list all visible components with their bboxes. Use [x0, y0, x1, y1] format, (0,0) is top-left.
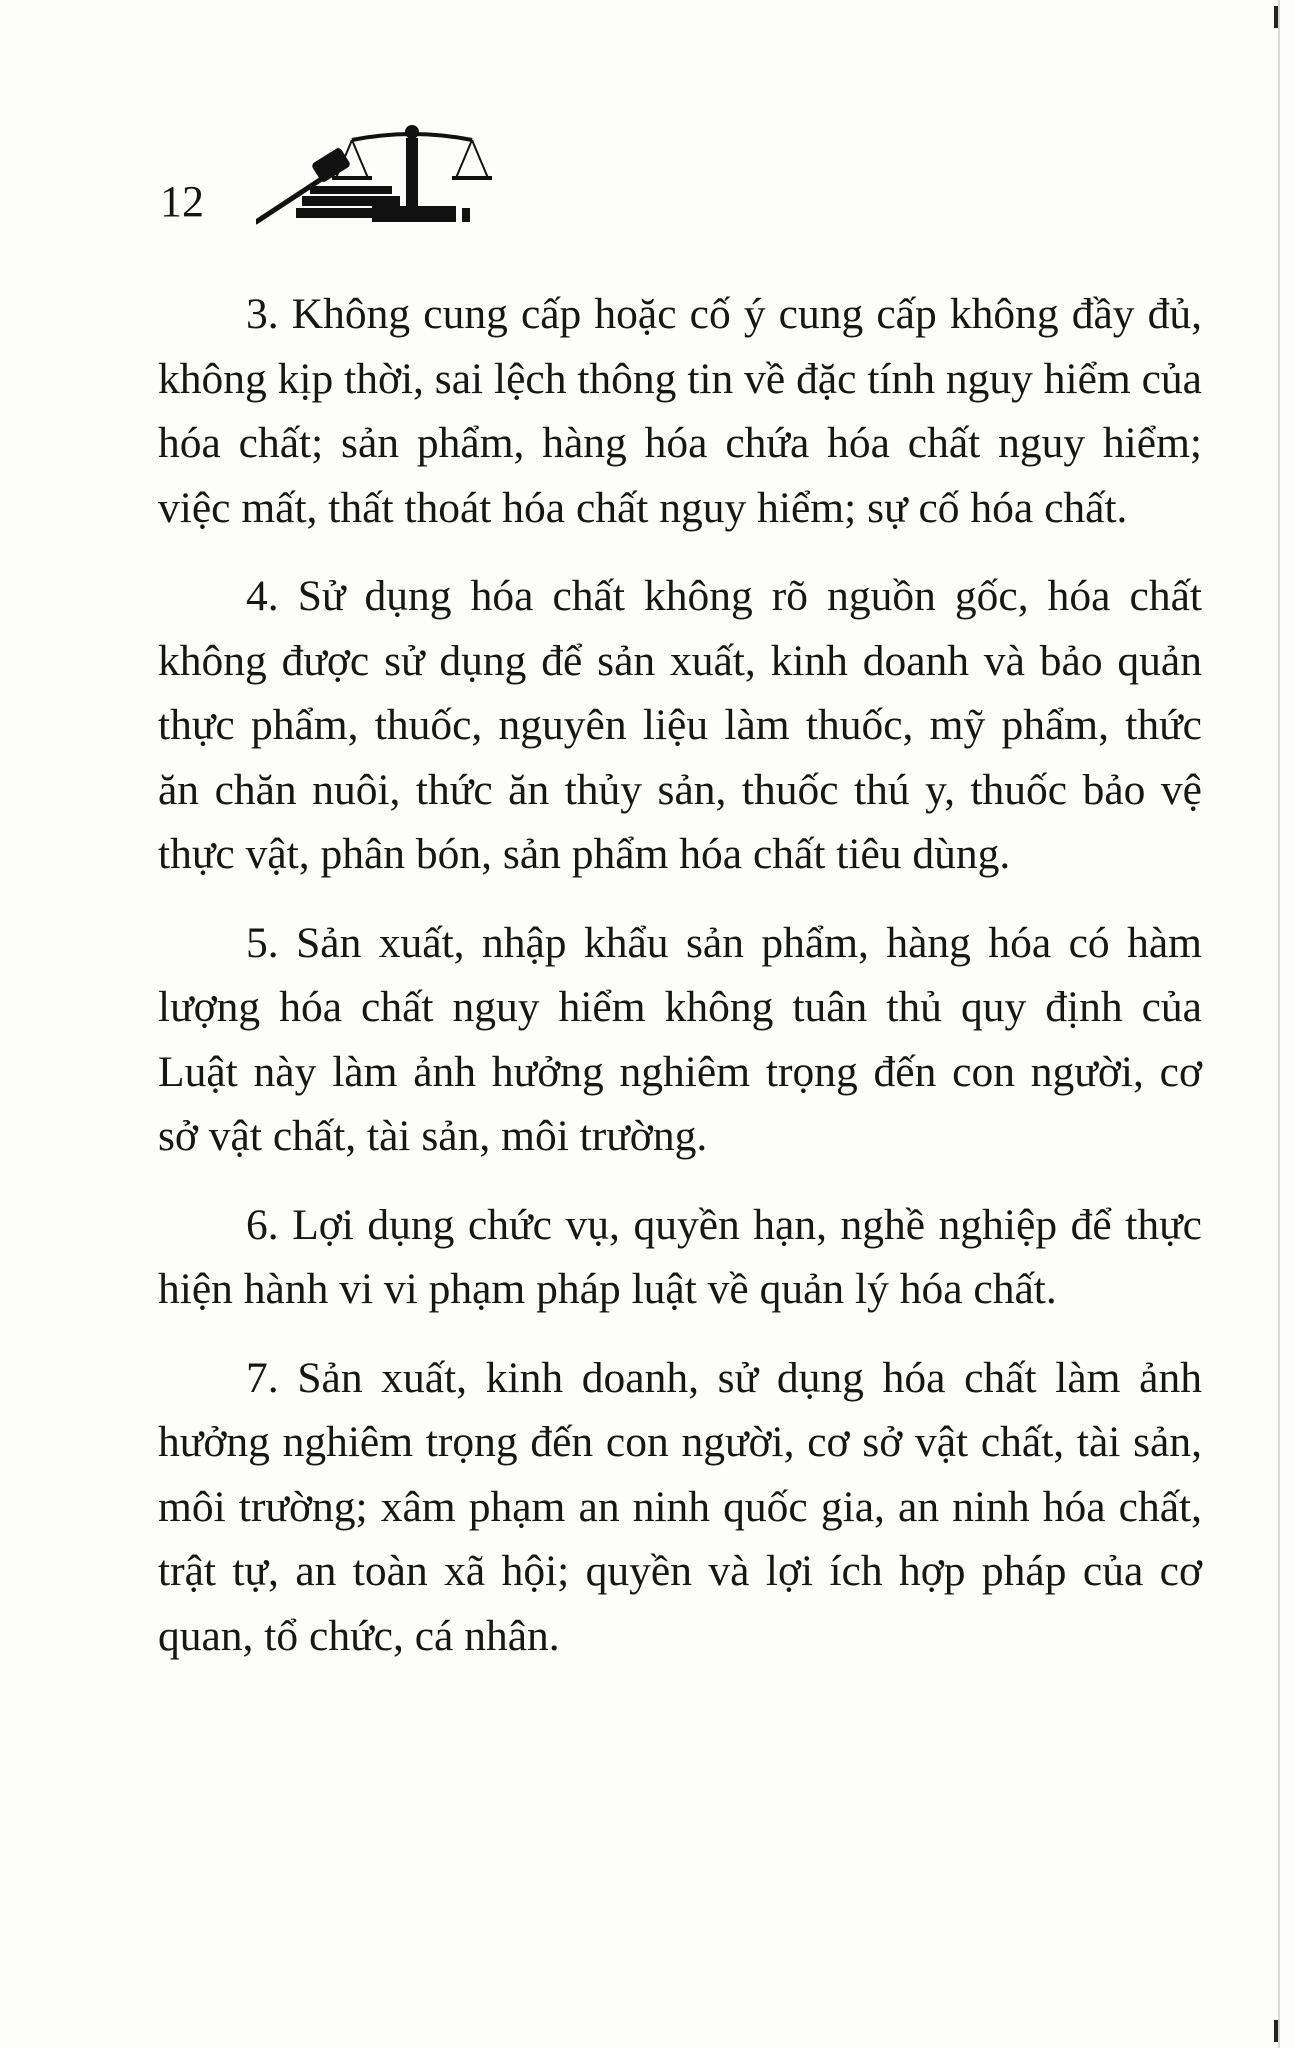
- page-number: 12: [160, 177, 204, 226]
- edge-mark: [1274, 2020, 1278, 2042]
- clause-7: 7. Sản xuất, kinh doanh, sử dụng hóa chất làm ảnh hưởng nghiêm trọng đến con người, cơ sở vật chất, tài sản, môi trường; xâm phạm an ninh quốc gia, an ninh hóa chất, trật tự, an toàn xã hội; quyền và lợi ích hợp pháp của cơ quan, tổ chức, cá nhân.: [158, 1353, 1202, 1660]
- scales-of-justice-icon: [256, 114, 586, 234]
- page-edge: [1278, 0, 1280, 2048]
- article-body: [158, 282, 1202, 1692]
- page-header: [160, 110, 460, 230]
- clause-5: 5. Sản xuất, nhập khẩu sản phẩm, hàng hóa có hàm lượng hóa chất nguy hiểm không tuân thủ quy định của Luật này làm ảnh hưởng nghiêm trọng đến con người, cơ sở vật chất, tài sản, môi trường.: [158, 918, 1202, 1160]
- clause-4: 4. Sử dụng hóa chất không rõ nguồn gốc, hóa chất không được sử dụng để sản xuất, kinh doanh và bảo quản thực phẩm, thuốc, nguyên liệu làm thuốc, mỹ phẩm, thức ăn chăn nuôi, thức ăn thủy sản, thuốc thú y, thuốc bảo vệ thực vật, phân bón, sản phẩm hóa chất tiêu dùng.: [158, 572, 1202, 878]
- clause-3: 3. Không cung cấp hoặc cố ý cung cấp không đầy đủ, không kịp thời, sai lệch thông tin về đặc tính nguy hiểm của hóa chất; sản phẩm, hàng hóa chứa hóa chất nguy hiểm; việc mất, thất thoát hóa chất nguy hiểm; sự cố hóa chất.: [158, 290, 1202, 532]
- clause-6: 6. Lợi dụng chức vụ, quyền hạn, nghề nghiệp để thực hiện hành vi vi phạm pháp luật về quản lý hóa chất.: [158, 1200, 1202, 1313]
- edge-mark: [1274, 6, 1278, 28]
